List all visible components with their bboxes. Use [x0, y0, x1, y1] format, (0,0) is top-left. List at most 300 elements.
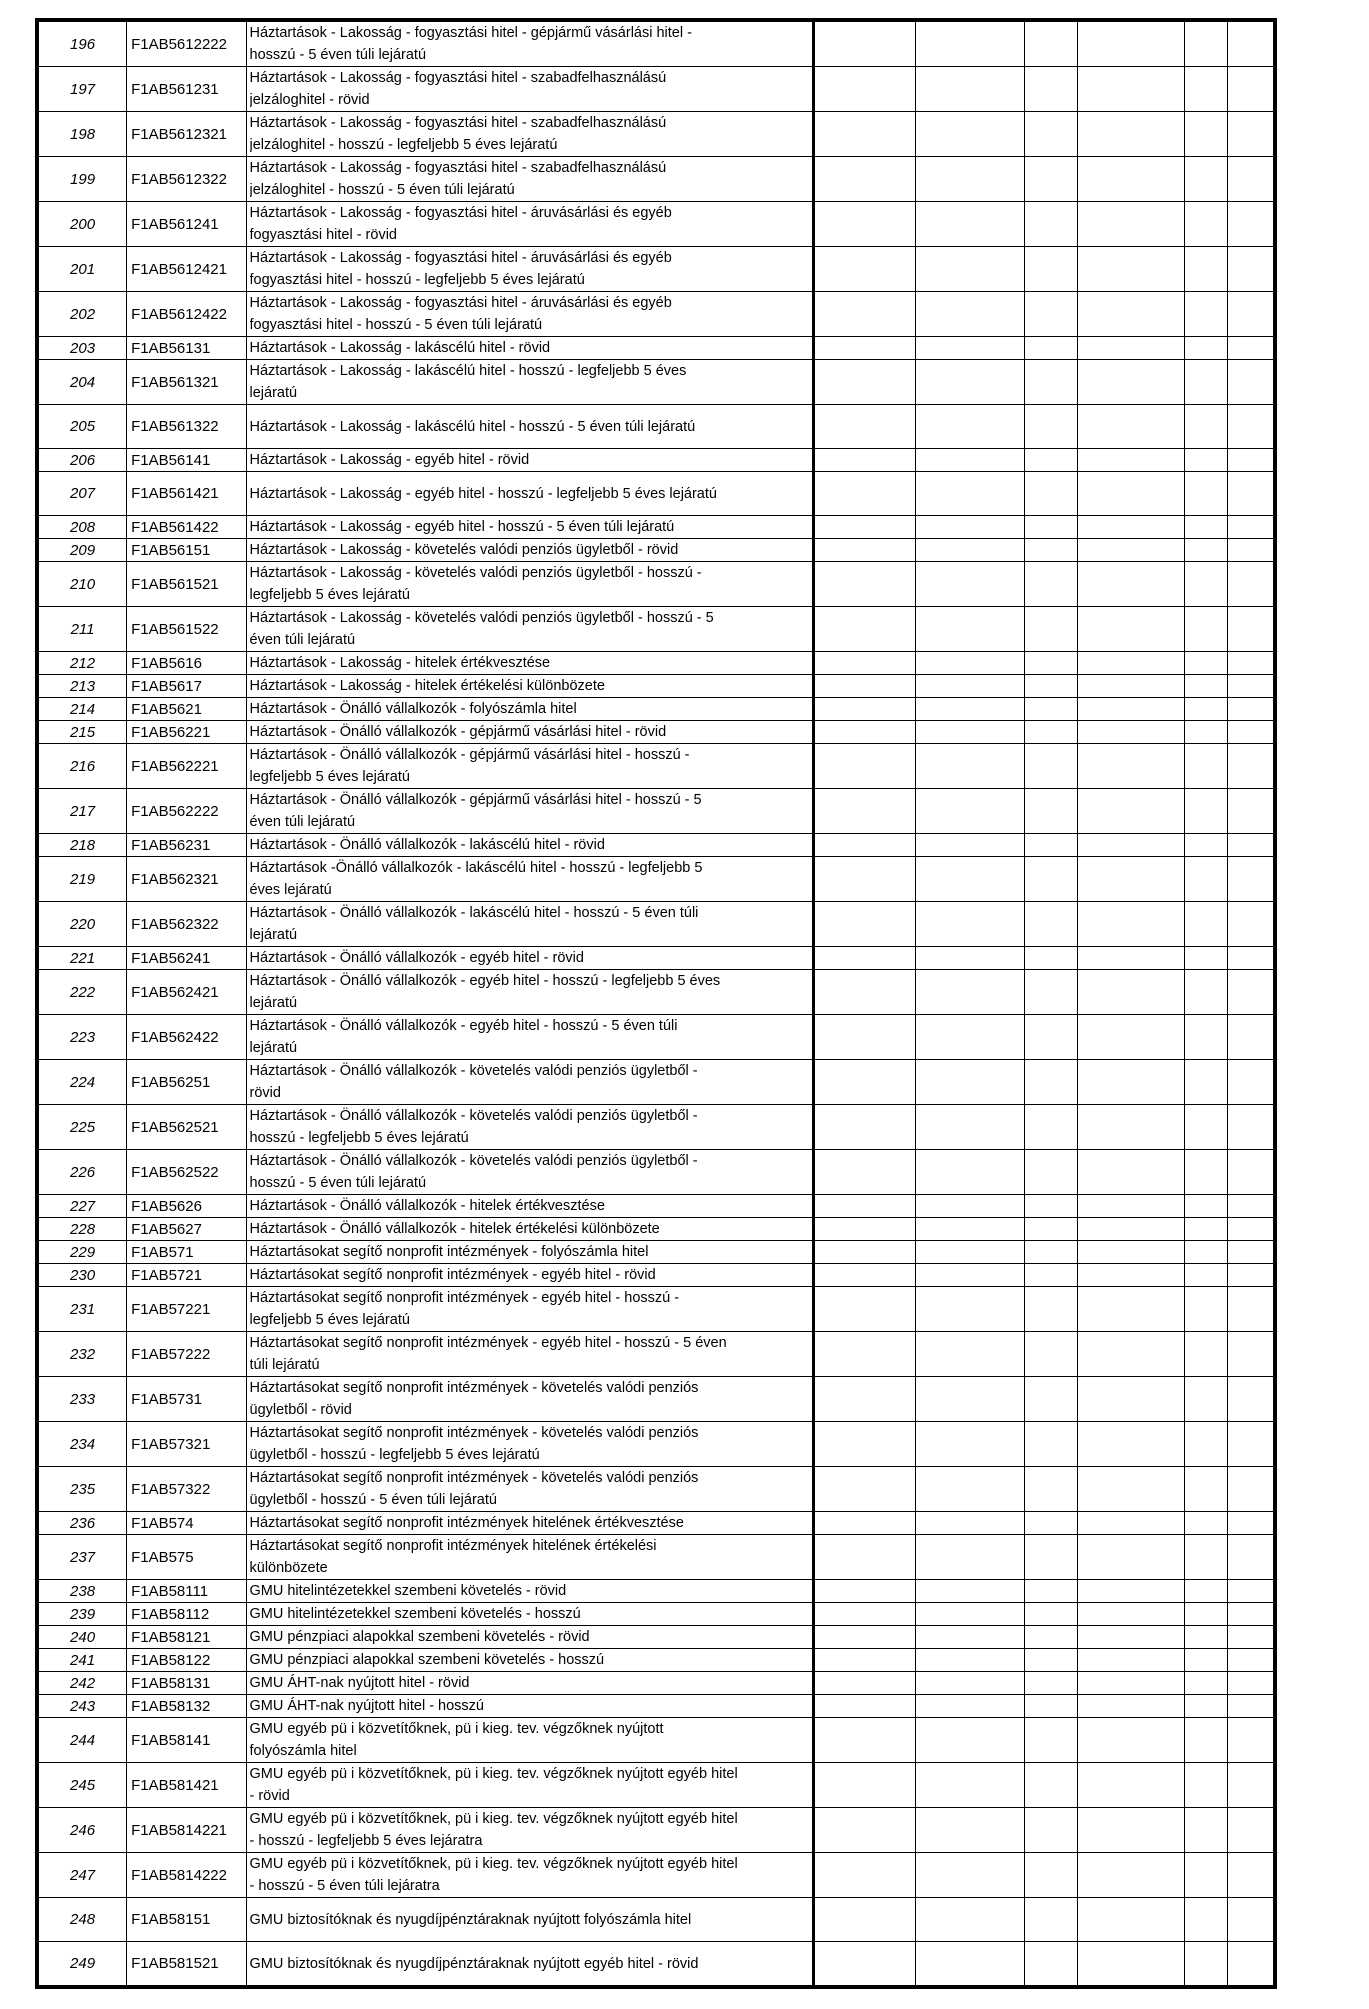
value-cell[interactable]: [1077, 607, 1184, 652]
value-cell[interactable]: [915, 1649, 1024, 1672]
value-cell[interactable]: [1228, 789, 1274, 834]
value-cell[interactable]: [1228, 698, 1274, 721]
value-cell[interactable]: [915, 292, 1024, 337]
value-cell[interactable]: [915, 1853, 1024, 1898]
value-cell[interactable]: [915, 1763, 1024, 1808]
value-cell[interactable]: [1077, 947, 1184, 970]
value-cell[interactable]: [1184, 857, 1228, 902]
value-cell[interactable]: [1184, 516, 1228, 539]
value-cell[interactable]: [814, 1942, 915, 1986]
value-cell[interactable]: [915, 789, 1024, 834]
value-cell[interactable]: [814, 1332, 915, 1377]
value-cell[interactable]: [814, 67, 915, 112]
value-cell[interactable]: [915, 1218, 1024, 1241]
value-cell[interactable]: [1024, 1535, 1077, 1580]
value-cell[interactable]: [1184, 449, 1228, 472]
value-cell[interactable]: [915, 539, 1024, 562]
value-cell[interactable]: [1024, 157, 1077, 202]
value-cell[interactable]: [915, 1150, 1024, 1195]
value-cell[interactable]: [915, 360, 1024, 405]
value-cell[interactable]: [1024, 337, 1077, 360]
value-cell[interactable]: [915, 1603, 1024, 1626]
value-cell[interactable]: [1077, 337, 1184, 360]
value-cell[interactable]: [915, 721, 1024, 744]
value-cell[interactable]: [1077, 247, 1184, 292]
value-cell[interactable]: [915, 1422, 1024, 1467]
value-cell[interactable]: [1024, 202, 1077, 247]
value-cell[interactable]: [814, 1377, 915, 1422]
value-cell[interactable]: [915, 744, 1024, 789]
value-cell[interactable]: [1228, 1512, 1274, 1535]
value-cell[interactable]: [1184, 1942, 1228, 1986]
value-cell[interactable]: [1077, 516, 1184, 539]
value-cell[interactable]: [1184, 698, 1228, 721]
value-cell[interactable]: [1184, 1241, 1228, 1264]
value-cell[interactable]: [1228, 1264, 1274, 1287]
value-cell[interactable]: [1024, 22, 1077, 67]
value-cell[interactable]: [1184, 947, 1228, 970]
value-cell[interactable]: [1184, 360, 1228, 405]
value-cell[interactable]: [1184, 1264, 1228, 1287]
value-cell[interactable]: [1184, 1105, 1228, 1150]
value-cell[interactable]: [1024, 698, 1077, 721]
value-cell[interactable]: [1228, 1695, 1274, 1718]
value-cell[interactable]: [814, 1853, 915, 1898]
value-cell[interactable]: [915, 1695, 1024, 1718]
value-cell[interactable]: [1024, 1718, 1077, 1763]
value-cell[interactable]: [1077, 1422, 1184, 1467]
value-cell[interactable]: [1228, 1332, 1274, 1377]
value-cell[interactable]: [1024, 1105, 1077, 1150]
value-cell[interactable]: [915, 1105, 1024, 1150]
value-cell[interactable]: [1024, 1015, 1077, 1060]
value-cell[interactable]: [814, 1603, 915, 1626]
value-cell[interactable]: [1024, 562, 1077, 607]
value-cell[interactable]: [1077, 1603, 1184, 1626]
value-cell[interactable]: [814, 970, 915, 1015]
value-cell[interactable]: [1024, 472, 1077, 516]
value-cell[interactable]: [814, 721, 915, 744]
value-cell[interactable]: [1184, 1672, 1228, 1695]
value-cell[interactable]: [1228, 1467, 1274, 1512]
value-cell[interactable]: [1228, 1853, 1274, 1898]
value-cell[interactable]: [1228, 1195, 1274, 1218]
value-cell[interactable]: [1228, 157, 1274, 202]
value-cell[interactable]: [1228, 1603, 1274, 1626]
value-cell[interactable]: [1228, 360, 1274, 405]
value-cell[interactable]: [814, 1264, 915, 1287]
value-cell[interactable]: [1184, 1718, 1228, 1763]
value-cell[interactable]: [814, 337, 915, 360]
value-cell[interactable]: [1024, 947, 1077, 970]
value-cell[interactable]: [814, 516, 915, 539]
value-cell[interactable]: [1024, 1672, 1077, 1695]
value-cell[interactable]: [814, 698, 915, 721]
value-cell[interactable]: [1184, 1218, 1228, 1241]
value-cell[interactable]: [814, 1695, 915, 1718]
value-cell[interactable]: [915, 1942, 1024, 1986]
value-cell[interactable]: [1228, 1580, 1274, 1603]
value-cell[interactable]: [1184, 652, 1228, 675]
value-cell[interactable]: [1184, 1808, 1228, 1853]
value-cell[interactable]: [1024, 789, 1077, 834]
value-cell[interactable]: [1184, 1377, 1228, 1422]
value-cell[interactable]: [1184, 67, 1228, 112]
value-cell[interactable]: [915, 1332, 1024, 1377]
value-cell[interactable]: [814, 675, 915, 698]
value-cell[interactable]: [915, 22, 1024, 67]
value-cell[interactable]: [915, 1287, 1024, 1332]
value-cell[interactable]: [1077, 1241, 1184, 1264]
value-cell[interactable]: [1077, 539, 1184, 562]
value-cell[interactable]: [814, 22, 915, 67]
value-cell[interactable]: [1024, 1422, 1077, 1467]
value-cell[interactable]: [1077, 292, 1184, 337]
value-cell[interactable]: [1184, 1015, 1228, 1060]
value-cell[interactable]: [1077, 112, 1184, 157]
value-cell[interactable]: [915, 1898, 1024, 1942]
value-cell[interactable]: [1024, 1626, 1077, 1649]
value-cell[interactable]: [814, 1467, 915, 1512]
value-cell[interactable]: [814, 202, 915, 247]
value-cell[interactable]: [814, 405, 915, 449]
value-cell[interactable]: [915, 1512, 1024, 1535]
value-cell[interactable]: [814, 360, 915, 405]
value-cell[interactable]: [915, 1060, 1024, 1105]
value-cell[interactable]: [915, 1808, 1024, 1853]
value-cell[interactable]: [814, 1150, 915, 1195]
value-cell[interactable]: [1077, 721, 1184, 744]
value-cell[interactable]: [1077, 22, 1184, 67]
value-cell[interactable]: [1228, 449, 1274, 472]
value-cell[interactable]: [1077, 1332, 1184, 1377]
value-cell[interactable]: [915, 1672, 1024, 1695]
value-cell[interactable]: [1077, 902, 1184, 947]
value-cell[interactable]: [1024, 1150, 1077, 1195]
value-cell[interactable]: [1077, 1535, 1184, 1580]
value-cell[interactable]: [1024, 1580, 1077, 1603]
value-cell[interactable]: [1077, 857, 1184, 902]
value-cell[interactable]: [1024, 1377, 1077, 1422]
value-cell[interactable]: [1184, 1060, 1228, 1105]
value-cell[interactable]: [1077, 405, 1184, 449]
value-cell[interactable]: [1228, 970, 1274, 1015]
value-cell[interactable]: [1184, 1626, 1228, 1649]
value-cell[interactable]: [1024, 834, 1077, 857]
value-cell[interactable]: [1077, 1763, 1184, 1808]
value-cell[interactable]: [915, 1195, 1024, 1218]
value-cell[interactable]: [1184, 1898, 1228, 1942]
value-cell[interactable]: [1077, 1942, 1184, 1986]
value-cell[interactable]: [1077, 472, 1184, 516]
value-cell[interactable]: [915, 1467, 1024, 1512]
value-cell[interactable]: [1024, 1512, 1077, 1535]
value-cell[interactable]: [1184, 292, 1228, 337]
value-cell[interactable]: [1024, 857, 1077, 902]
value-cell[interactable]: [1024, 970, 1077, 1015]
value-cell[interactable]: [915, 652, 1024, 675]
value-cell[interactable]: [1024, 360, 1077, 405]
value-cell[interactable]: [915, 902, 1024, 947]
value-cell[interactable]: [1024, 1808, 1077, 1853]
value-cell[interactable]: [1228, 1535, 1274, 1580]
value-cell[interactable]: [1228, 675, 1274, 698]
value-cell[interactable]: [1228, 337, 1274, 360]
value-cell[interactable]: [1077, 1287, 1184, 1332]
value-cell[interactable]: [1077, 789, 1184, 834]
value-cell[interactable]: [1184, 202, 1228, 247]
value-cell[interactable]: [814, 834, 915, 857]
value-cell[interactable]: [814, 562, 915, 607]
value-cell[interactable]: [1228, 22, 1274, 67]
value-cell[interactable]: [1077, 1218, 1184, 1241]
value-cell[interactable]: [814, 1422, 915, 1467]
value-cell[interactable]: [1024, 67, 1077, 112]
value-cell[interactable]: [1228, 607, 1274, 652]
value-cell[interactable]: [1184, 405, 1228, 449]
value-cell[interactable]: [1077, 1264, 1184, 1287]
value-cell[interactable]: [1024, 902, 1077, 947]
value-cell[interactable]: [1184, 337, 1228, 360]
value-cell[interactable]: [1024, 112, 1077, 157]
value-cell[interactable]: [1077, 1853, 1184, 1898]
value-cell[interactable]: [814, 1015, 915, 1060]
value-cell[interactable]: [1184, 157, 1228, 202]
value-cell[interactable]: [1184, 721, 1228, 744]
value-cell[interactable]: [1184, 1467, 1228, 1512]
value-cell[interactable]: [1024, 292, 1077, 337]
value-cell[interactable]: [1077, 449, 1184, 472]
value-cell[interactable]: [1024, 1218, 1077, 1241]
value-cell[interactable]: [1228, 405, 1274, 449]
value-cell[interactable]: [814, 1105, 915, 1150]
value-cell[interactable]: [1024, 1287, 1077, 1332]
value-cell[interactable]: [915, 449, 1024, 472]
value-cell[interactable]: [915, 1626, 1024, 1649]
value-cell[interactable]: [1184, 562, 1228, 607]
value-cell[interactable]: [1024, 516, 1077, 539]
value-cell[interactable]: [915, 1718, 1024, 1763]
value-cell[interactable]: [814, 857, 915, 902]
value-cell[interactable]: [1228, 1287, 1274, 1332]
value-cell[interactable]: [1228, 1060, 1274, 1105]
value-cell[interactable]: [915, 970, 1024, 1015]
value-cell[interactable]: [1184, 472, 1228, 516]
value-cell[interactable]: [1077, 744, 1184, 789]
value-cell[interactable]: [1184, 1763, 1228, 1808]
value-cell[interactable]: [1024, 675, 1077, 698]
value-cell[interactable]: [915, 834, 1024, 857]
value-cell[interactable]: [915, 405, 1024, 449]
value-cell[interactable]: [1077, 675, 1184, 698]
value-cell[interactable]: [814, 902, 915, 947]
value-cell[interactable]: [1228, 1763, 1274, 1808]
value-cell[interactable]: [1228, 1241, 1274, 1264]
value-cell[interactable]: [1077, 970, 1184, 1015]
value-cell[interactable]: [915, 698, 1024, 721]
value-cell[interactable]: [1228, 1898, 1274, 1942]
value-cell[interactable]: [1184, 1332, 1228, 1377]
value-cell[interactable]: [915, 67, 1024, 112]
value-cell[interactable]: [1024, 1603, 1077, 1626]
value-cell[interactable]: [1228, 1626, 1274, 1649]
value-cell[interactable]: [1184, 247, 1228, 292]
value-cell[interactable]: [814, 472, 915, 516]
value-cell[interactable]: [915, 202, 1024, 247]
value-cell[interactable]: [1077, 1649, 1184, 1672]
value-cell[interactable]: [1024, 1467, 1077, 1512]
value-cell[interactable]: [1228, 516, 1274, 539]
value-cell[interactable]: [1228, 721, 1274, 744]
value-cell[interactable]: [814, 292, 915, 337]
value-cell[interactable]: [1184, 539, 1228, 562]
value-cell[interactable]: [915, 337, 1024, 360]
value-cell[interactable]: [1228, 112, 1274, 157]
value-cell[interactable]: [814, 652, 915, 675]
value-cell[interactable]: [1024, 1649, 1077, 1672]
value-cell[interactable]: [1184, 607, 1228, 652]
value-cell[interactable]: [1228, 1105, 1274, 1150]
value-cell[interactable]: [814, 539, 915, 562]
value-cell[interactable]: [1184, 675, 1228, 698]
value-cell[interactable]: [814, 449, 915, 472]
value-cell[interactable]: [1228, 1649, 1274, 1672]
value-cell[interactable]: [1077, 360, 1184, 405]
value-cell[interactable]: [1077, 1467, 1184, 1512]
value-cell[interactable]: [915, 947, 1024, 970]
value-cell[interactable]: [1024, 1060, 1077, 1105]
value-cell[interactable]: [915, 1377, 1024, 1422]
value-cell[interactable]: [1184, 1287, 1228, 1332]
value-cell[interactable]: [814, 1626, 915, 1649]
value-cell[interactable]: [1228, 1942, 1274, 1986]
value-cell[interactable]: [1024, 1763, 1077, 1808]
value-cell[interactable]: [814, 247, 915, 292]
value-cell[interactable]: [1077, 1580, 1184, 1603]
value-cell[interactable]: [814, 1535, 915, 1580]
value-cell[interactable]: [814, 1287, 915, 1332]
value-cell[interactable]: [1228, 562, 1274, 607]
value-cell[interactable]: [1228, 1808, 1274, 1853]
value-cell[interactable]: [1228, 202, 1274, 247]
value-cell[interactable]: [1228, 1150, 1274, 1195]
value-cell[interactable]: [1228, 67, 1274, 112]
value-cell[interactable]: [1184, 970, 1228, 1015]
value-cell[interactable]: [1024, 744, 1077, 789]
value-cell[interactable]: [1024, 607, 1077, 652]
value-cell[interactable]: [1184, 902, 1228, 947]
value-cell[interactable]: [1184, 1512, 1228, 1535]
value-cell[interactable]: [814, 1218, 915, 1241]
value-cell[interactable]: [814, 112, 915, 157]
value-cell[interactable]: [1228, 834, 1274, 857]
value-cell[interactable]: [1024, 247, 1077, 292]
value-cell[interactable]: [1024, 1332, 1077, 1377]
value-cell[interactable]: [814, 947, 915, 970]
value-cell[interactable]: [1228, 1015, 1274, 1060]
value-cell[interactable]: [1228, 1672, 1274, 1695]
value-cell[interactable]: [1184, 1580, 1228, 1603]
value-cell[interactable]: [814, 1512, 915, 1535]
value-cell[interactable]: [814, 1672, 915, 1695]
value-cell[interactable]: [814, 744, 915, 789]
value-cell[interactable]: [1077, 1898, 1184, 1942]
value-cell[interactable]: [915, 675, 1024, 698]
value-cell[interactable]: [1228, 539, 1274, 562]
value-cell[interactable]: [814, 157, 915, 202]
value-cell[interactable]: [814, 789, 915, 834]
value-cell[interactable]: [1077, 1808, 1184, 1853]
value-cell[interactable]: [1184, 1695, 1228, 1718]
value-cell[interactable]: [1077, 1512, 1184, 1535]
value-cell[interactable]: [1184, 112, 1228, 157]
value-cell[interactable]: [1184, 789, 1228, 834]
value-cell[interactable]: [1077, 834, 1184, 857]
value-cell[interactable]: [1184, 834, 1228, 857]
value-cell[interactable]: [1077, 1672, 1184, 1695]
value-cell[interactable]: [1024, 539, 1077, 562]
value-cell[interactable]: [1184, 1195, 1228, 1218]
value-cell[interactable]: [1024, 405, 1077, 449]
value-cell[interactable]: [814, 1580, 915, 1603]
value-cell[interactable]: [814, 1060, 915, 1105]
value-cell[interactable]: [1077, 1015, 1184, 1060]
value-cell[interactable]: [1077, 1718, 1184, 1763]
value-cell[interactable]: [1077, 562, 1184, 607]
value-cell[interactable]: [1024, 1264, 1077, 1287]
value-cell[interactable]: [1228, 947, 1274, 970]
value-cell[interactable]: [1077, 1105, 1184, 1150]
value-cell[interactable]: [1077, 67, 1184, 112]
value-cell[interactable]: [915, 607, 1024, 652]
value-cell[interactable]: [1077, 1626, 1184, 1649]
value-cell[interactable]: [915, 1535, 1024, 1580]
value-cell[interactable]: [1024, 1241, 1077, 1264]
value-cell[interactable]: [1184, 1150, 1228, 1195]
value-cell[interactable]: [1024, 1942, 1077, 1986]
value-cell[interactable]: [1024, 1898, 1077, 1942]
value-cell[interactable]: [1228, 1718, 1274, 1763]
value-cell[interactable]: [915, 1015, 1024, 1060]
value-cell[interactable]: [1077, 157, 1184, 202]
value-cell[interactable]: [915, 472, 1024, 516]
value-cell[interactable]: [1077, 1060, 1184, 1105]
value-cell[interactable]: [1024, 1853, 1077, 1898]
value-cell[interactable]: [1024, 721, 1077, 744]
value-cell[interactable]: [1077, 1195, 1184, 1218]
value-cell[interactable]: [915, 1241, 1024, 1264]
value-cell[interactable]: [1184, 1853, 1228, 1898]
value-cell[interactable]: [1077, 698, 1184, 721]
value-cell[interactable]: [1228, 652, 1274, 675]
value-cell[interactable]: [1228, 1377, 1274, 1422]
value-cell[interactable]: [1184, 1422, 1228, 1467]
value-cell[interactable]: [814, 1718, 915, 1763]
value-cell[interactable]: [814, 607, 915, 652]
value-cell[interactable]: [1228, 247, 1274, 292]
value-cell[interactable]: [1184, 1535, 1228, 1580]
value-cell[interactable]: [1228, 857, 1274, 902]
value-cell[interactable]: [814, 1898, 915, 1942]
value-cell[interactable]: [1024, 449, 1077, 472]
value-cell[interactable]: [814, 1808, 915, 1853]
value-cell[interactable]: [1024, 652, 1077, 675]
value-cell[interactable]: [1184, 744, 1228, 789]
value-cell[interactable]: [915, 516, 1024, 539]
value-cell[interactable]: [915, 1264, 1024, 1287]
value-cell[interactable]: [1228, 1422, 1274, 1467]
value-cell[interactable]: [1228, 1218, 1274, 1241]
